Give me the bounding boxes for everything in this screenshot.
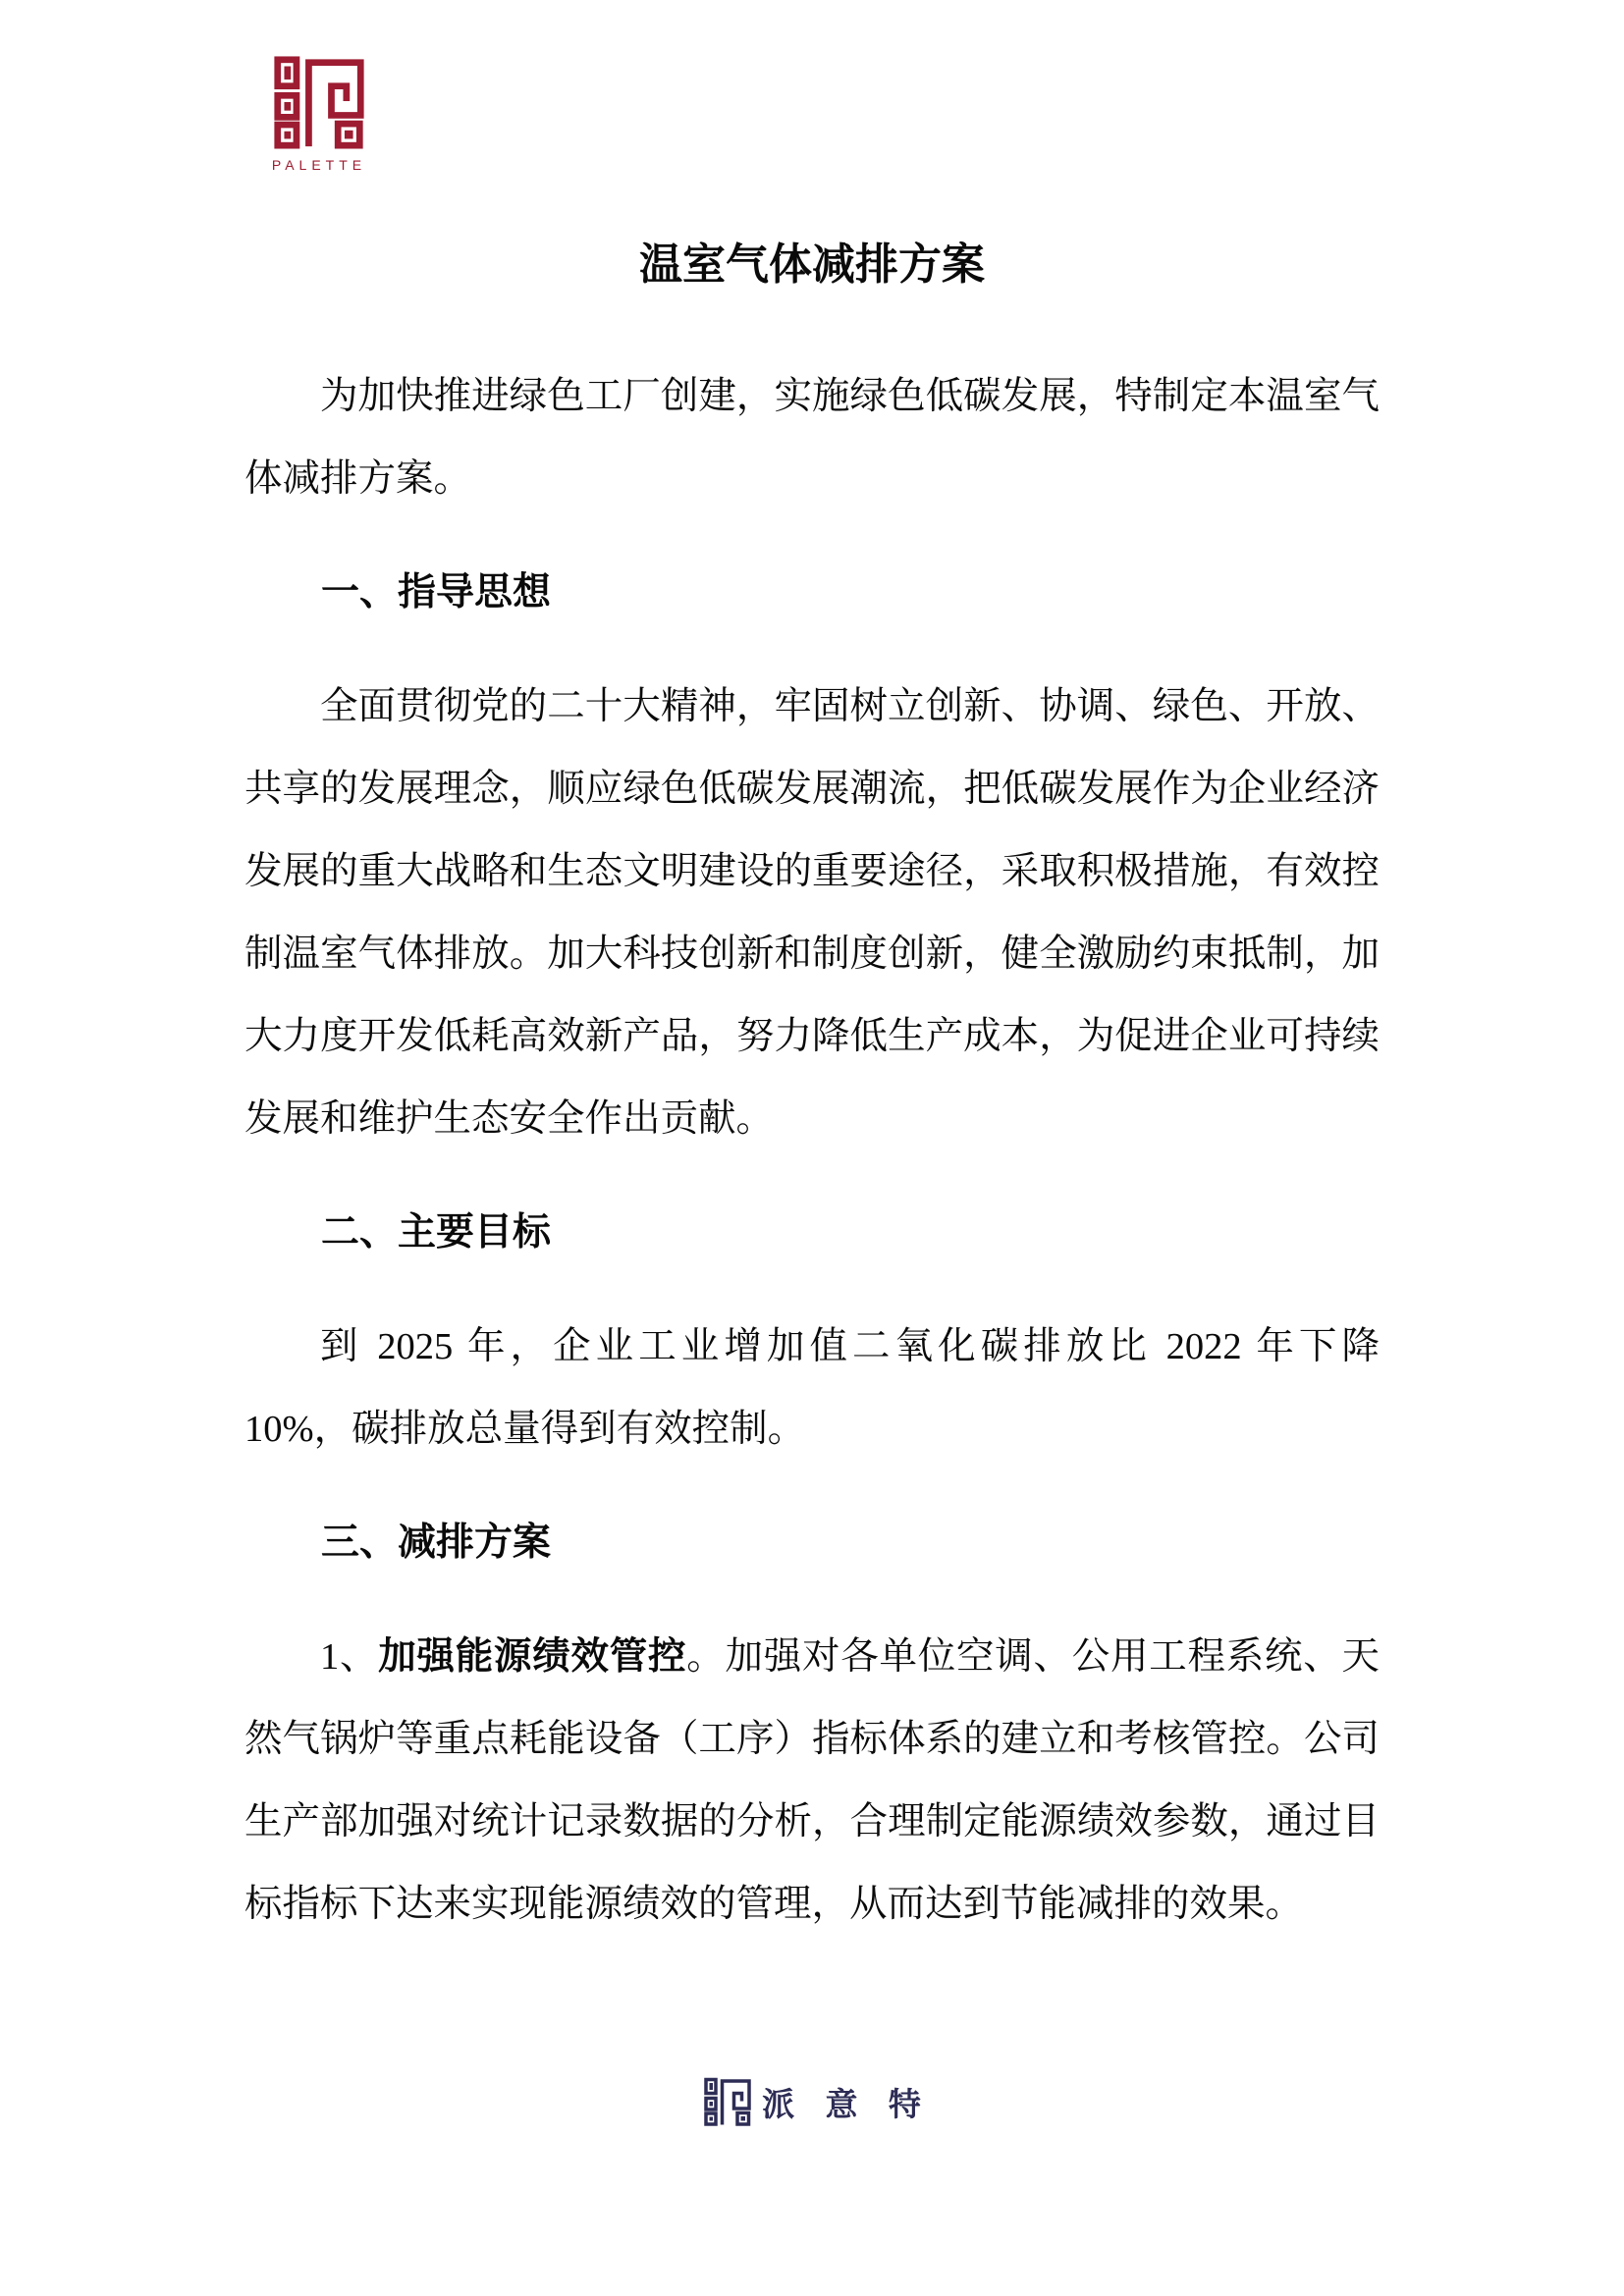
document-content [244, 224, 1380, 1977]
item-body: 。加强对各单位空调、公用工程系统、天然气锅炉等重点耗能设备（工序）指标体系的建立和考核管控。公司生产部加强对统计记录数据的分析，合理制定能源绩效参数，通过目标指标下达来实现能源绩效的管理，从而达到节能减排的效果。 [244, 1636, 1380, 1925]
section-heading-2: 二、主要目标 [321, 1211, 552, 1254]
header-logo [269, 55, 369, 173]
section-2-paragraph: 到 2025 年，企业工业增加值二氧化碳排放比 2022 年下降 10%，碳排放总量得到有效控制。 [244, 1326, 1380, 1450]
section-1-paragraph: 全面贯彻党的二十大精神，牢固树立创新、协调、绿色、开放、共享的发展理念，顺应绿色低碳发展潮流，把低碳发展作为企业经济发展的重大战略和生态文明建设的重要途径，采取积极措施，有效控制温室气体排放。加大科技创新和制度创新，健全激励约束抵制，加大力度开发低耗高效新产品，努力降低生产成本，为促进企业可持续发展和维护生态安全作出贡献。 [244, 686, 1380, 1140]
item-number: 1、 [320, 1636, 379, 1678]
section-3-item-paragraph [244, 1616, 1380, 1946]
header-brand-text: PALETTE [271, 157, 367, 173]
paiyite-maze-logo-icon [703, 2077, 752, 2126]
footer-brand-text: 派意特 [762, 2085, 952, 2122]
intro-paragraph: 为加快推进绿色工厂创建，实施绿色低碳发展，特制定本温室气体减排方案。 [244, 376, 1380, 500]
item-title: 加强能源绩效管控 [378, 1636, 687, 1678]
section-heading-3: 三、减排方案 [321, 1522, 552, 1564]
palette-maze-logo-icon [272, 55, 366, 149]
footer-logo [0, 2077, 1624, 2126]
section-heading-1: 一、指导思想 [321, 571, 552, 614]
page-title: 温室气体减排方案 [639, 240, 985, 289]
